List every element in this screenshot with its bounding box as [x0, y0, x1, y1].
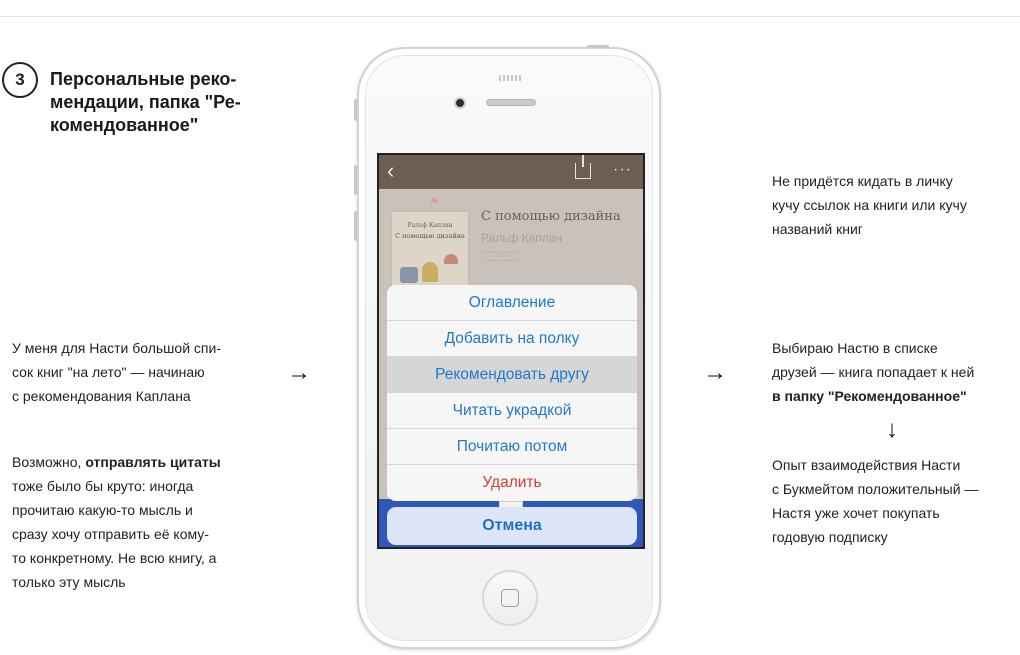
sensor-grille [499, 75, 523, 81]
right-note-3 [772, 453, 1018, 549]
cover-title: С помощью дизайна [395, 232, 465, 240]
action-add-to-shelf[interactable]: Добавить на полку [387, 321, 637, 357]
left-note-1-line: с рекомендования Каплана [12, 388, 191, 404]
mute-switch [354, 99, 357, 121]
action-toc[interactable]: Оглавление [387, 285, 637, 321]
right-note-2-line: Выбираю Настю в списке [772, 340, 938, 356]
left-note-1-line: У меня для Насти большой спи- [12, 340, 221, 356]
step-number-badge: 3 [2, 62, 38, 98]
action-recommend-to-friend[interactable]: Рекомендовать другу [387, 357, 637, 393]
cover-lamp-illustration [444, 254, 458, 264]
right-note-1-line: кучу ссылок на книги или кучу [772, 197, 967, 213]
cover-author: Ральф Каплан [407, 222, 453, 229]
subscription-badge: СТАНДАРТ [481, 251, 520, 261]
right-note-3-line: с Букмейтом положительный — [772, 481, 979, 497]
right-note-1-line: названий книг [772, 221, 863, 237]
left-note-2-line: тоже было бы круто: иногда [12, 478, 194, 494]
phone-screen [377, 153, 645, 549]
home-square-icon [501, 589, 519, 607]
volume-down-button [354, 211, 357, 241]
right-note-3-line: Настя уже хочет покупать [772, 505, 940, 521]
right-note-3-line: Опыт взаимодействия Насти [772, 457, 961, 473]
left-note-1-line: сок книг "на лето" — начинаю [12, 364, 205, 380]
left-note-1 [12, 336, 272, 408]
left-note-2-line: то конкретному. Не всю книгу, а [12, 550, 217, 566]
right-note-2-emphasis [772, 384, 1018, 408]
right-note-2-bold: в папку "Рекомендованное" [772, 388, 967, 404]
action-sheet [387, 285, 637, 501]
app-nav-bar [379, 155, 643, 189]
bookmark-flag-icon: ⚑ [429, 195, 440, 209]
left-note-2-line: прочитаю какую-то мысль и [12, 502, 193, 518]
left-note-2-line: только эту мысль [12, 574, 126, 590]
iphone-mockup [357, 47, 661, 649]
left-note-2-prefix: Возможно, [12, 454, 86, 470]
down-arrow-icon: ↓ [886, 416, 898, 443]
right-note-2-line: друзей — книга попадает к ней [772, 364, 975, 380]
left-note-2 [12, 450, 274, 594]
right-note-1 [772, 169, 1012, 241]
front-camera-icon [454, 97, 466, 109]
share-icon[interactable] [575, 163, 591, 179]
cover-chair-illustration [422, 262, 438, 282]
cancel-button[interactable]: Отмена [387, 507, 637, 545]
left-note-2-emphasis: отправлять цитаты [85, 454, 221, 470]
speaker-grille [486, 99, 536, 106]
right-note-2 [772, 336, 1018, 408]
left-note-2-first-line [12, 450, 274, 474]
cover-chair-illustration [400, 267, 418, 283]
left-note-2-line: сразу хочу отправить её кому- [12, 526, 209, 542]
volume-up-button [354, 165, 357, 195]
right-note-1-line: Не придётся кидать в личку [772, 173, 953, 189]
action-read-later[interactable]: Почитаю потом [387, 429, 637, 465]
power-button [587, 45, 609, 48]
home-button[interactable] [482, 570, 538, 626]
right-arrow-icon: → [703, 359, 727, 386]
action-delete[interactable]: Удалить [387, 465, 637, 501]
book-title: С помощью дизайна [481, 209, 621, 224]
top-divider [0, 16, 1020, 17]
step-title: Персональные реко-мендации, папка "Ре-комендованное" [50, 69, 241, 135]
right-arrow-icon: → [287, 359, 311, 386]
right-note-3-line: годовую подписку [772, 529, 888, 545]
action-read-secretly[interactable]: Читать украдкой [387, 393, 637, 429]
book-author[interactable]: Ральф Каплан [481, 231, 563, 245]
more-icon[interactable]: ··· [613, 161, 632, 178]
back-chevron-icon[interactable]: ‹ [387, 158, 395, 183]
